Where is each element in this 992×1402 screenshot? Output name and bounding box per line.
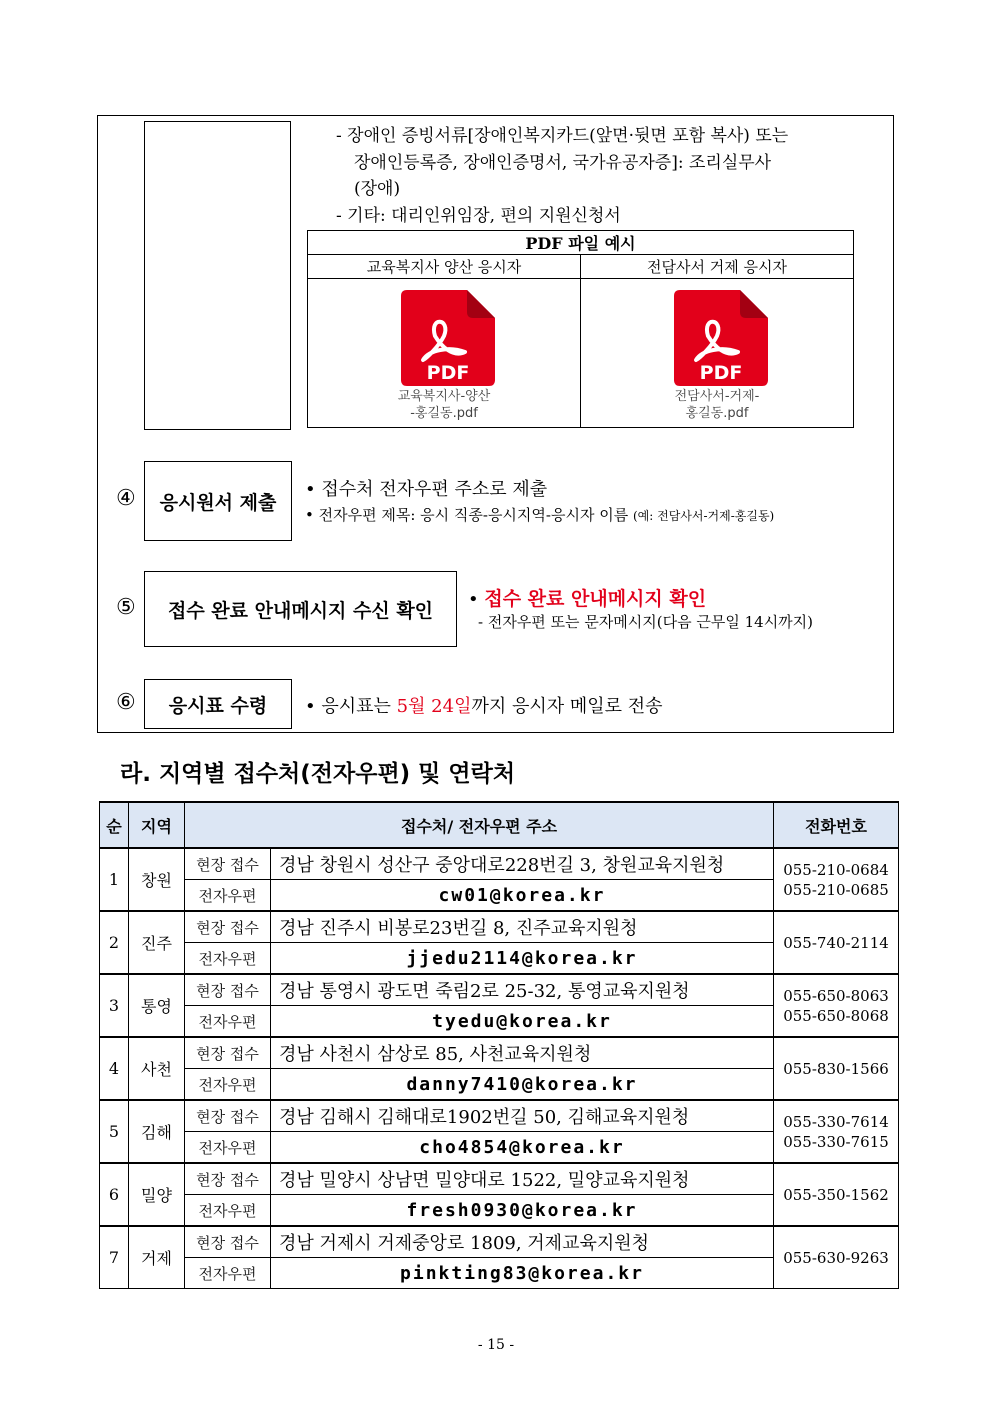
step-4-bullet-2-main: • 전자우편 제목: 응시 직종-응시지역-응시자 이름 [305, 506, 633, 524]
page-number: - 15 - [477, 1337, 515, 1353]
step-5-label-box [144, 571, 457, 647]
onsite-address: 경남 통영시 광도면 죽림2로 25-32, 통영교육지원청 [271, 974, 774, 1006]
phone-number: 055-830-1566 [783, 1059, 889, 1078]
table-row [100, 911, 899, 943]
onsite-address: 경남 밀양시 상남면 밀양대로 1522, 밀양교육지원청 [271, 1163, 774, 1195]
phone-cell [774, 1163, 899, 1226]
email-address: cw01@korea.kr [271, 880, 774, 912]
step-4-label-box [144, 461, 292, 541]
pdf-file-name-line: 교육복지사-양산 [397, 389, 491, 404]
onsite-label: 현장 접수 [185, 1163, 271, 1195]
pdf-example-right-cell [581, 279, 854, 428]
onsite-label: 현장 접수 [185, 1226, 271, 1258]
table-row [100, 1163, 899, 1195]
phone-cell [774, 911, 899, 974]
row-number: 6 [100, 1163, 129, 1226]
phone-number: 055-330-7615 [783, 1132, 889, 1151]
header-address: 접수처/ 전자우편 주소 [185, 802, 774, 848]
table-row [100, 974, 899, 1006]
pdf-example-left-cell [308, 279, 581, 428]
step-5-subtext: - 전자우편 또는 문자메시지(다음 근무일 14시까지) [478, 613, 814, 631]
pdf-file-icon [389, 288, 499, 388]
header-phone: 전화번호 [774, 802, 899, 848]
header-num: 순 [100, 802, 129, 848]
phone-number: 055-630-9263 [783, 1248, 889, 1267]
table-row [100, 848, 899, 880]
row-number: 1 [100, 848, 129, 911]
phone-cell [774, 1037, 899, 1100]
pdf-example-title: PDF 파일 예시 [308, 231, 854, 255]
step-4-number: ④ [116, 486, 136, 511]
pdf-file-name-line: -홍길동.pdf [410, 406, 478, 421]
phone-number: 055-210-0685 [783, 880, 889, 899]
document-line-2: 장애인등록증, 장애인증명서, 국가유공자증]: 조리실무사 [354, 153, 772, 173]
email-address: tyedu@korea.kr [271, 1006, 774, 1038]
row-number: 5 [100, 1100, 129, 1163]
step-6-text-before: • 응시표는 [305, 696, 397, 717]
onsite-address: 경남 사천시 삼상로 85, 사천교육지원청 [271, 1037, 774, 1069]
header-region: 지역 [129, 802, 185, 848]
pdf-example-right-header: 전담사서 거제 응시자 [581, 255, 854, 279]
step-6-label-box [144, 679, 292, 729]
pdf-example-left-header: 교육복지사 양산 응시자 [308, 255, 581, 279]
phone-number: 055-650-8068 [783, 1006, 889, 1025]
row-region: 거제 [129, 1226, 185, 1289]
step-5-bullet [468, 584, 706, 611]
onsite-address: 경남 김해시 김해대로1902번길 50, 김해교육지원청 [271, 1100, 774, 1132]
table-row [100, 1226, 899, 1258]
step-4-bullet-2 [305, 504, 774, 525]
email-address: jjedu2114@korea.kr [271, 943, 774, 975]
email-label: 전자우편 [185, 880, 271, 912]
phone-cell [774, 1226, 899, 1289]
step-6-number: ⑥ [116, 690, 136, 715]
step-4-label: 응시원서 제출 [159, 491, 277, 514]
phone-number: 055-650-8063 [783, 986, 889, 1005]
email-address: cho4854@korea.kr [271, 1132, 774, 1164]
row-number: 7 [100, 1226, 129, 1289]
phone-number: 055-330-7614 [783, 1112, 889, 1131]
pdf-example-table [307, 230, 854, 428]
email-address: fresh0930@korea.kr [271, 1195, 774, 1227]
document-line-3: (장애) [354, 179, 401, 199]
phone-cell [774, 1100, 899, 1163]
onsite-label: 현장 접수 [185, 911, 271, 943]
step-6-bullet [305, 692, 663, 718]
pdf-icon-label: PDF [426, 362, 470, 384]
step-5-highlight: 접수 완료 안내메시지 확인 [484, 588, 707, 610]
row-region: 김해 [129, 1100, 185, 1163]
row-region: 밀양 [129, 1163, 185, 1226]
step-4-bullet-2-example: (예: 전담사서-거제-홍길동) [632, 509, 775, 523]
step-5-label: 접수 완료 안내메시지 수신 확인 [167, 599, 434, 622]
table-header-row [100, 802, 899, 848]
pdf-file-name-line: 전담사서-거제- [674, 389, 760, 404]
step-5-number: ⑤ [116, 595, 136, 620]
phone-number: 055-740-2114 [783, 933, 889, 952]
section-heading: 라. 지역별 접수처(전자우편) 및 연락처 [120, 761, 516, 787]
step-6-deadline: 5월 24일 [396, 696, 472, 717]
email-label: 전자우편 [185, 1258, 271, 1289]
row-number: 4 [100, 1037, 129, 1100]
step-5-bullet-dot: • [468, 589, 485, 610]
onsite-label: 현장 접수 [185, 1100, 271, 1132]
onsite-address: 경남 진주시 비봉로23번길 8, 진주교육지원청 [271, 911, 774, 943]
phone-number: 055-350-1562 [783, 1185, 889, 1204]
email-address: pinkting83@korea.kr [271, 1258, 774, 1289]
contact-table-body [100, 848, 899, 1289]
email-label: 전자우편 [185, 1006, 271, 1038]
email-label: 전자우편 [185, 943, 271, 975]
contact-table [99, 801, 899, 1289]
phone-cell [774, 974, 899, 1037]
email-label: 전자우편 [185, 1069, 271, 1101]
email-address: danny7410@korea.kr [271, 1069, 774, 1101]
email-label: 전자우편 [185, 1132, 271, 1164]
empty-step-label-box [144, 121, 291, 430]
table-row [100, 1100, 899, 1132]
row-region: 진주 [129, 911, 185, 974]
row-region: 통영 [129, 974, 185, 1037]
onsite-label: 현장 접수 [185, 974, 271, 1006]
phone-number: 055-210-0684 [783, 860, 889, 879]
step-6-label: 응시표 수령 [168, 694, 268, 717]
step-6-text-after: 까지 응시자 메일로 전송 [471, 696, 663, 717]
pdf-file-name-line: 홍길동.pdf [685, 406, 749, 421]
document-line-1: - 장애인 증빙서류[장애인복지카드(앞면·뒷면 포함 복사) 또는 [336, 126, 789, 146]
onsite-address: 경남 거제시 거제중앙로 1809, 거제교육지원청 [271, 1226, 774, 1258]
row-region: 창원 [129, 848, 185, 911]
pdf-file-icon [662, 288, 772, 388]
email-label: 전자우편 [185, 1195, 271, 1227]
row-region: 사천 [129, 1037, 185, 1100]
document-line-4: - 기타: 대리인위임장, 편의 지원신청서 [336, 206, 621, 226]
row-number: 2 [100, 911, 129, 974]
step-4-bullet-1: • 접수처 전자우편 주소로 제출 [305, 479, 548, 500]
phone-cell [774, 848, 899, 911]
pdf-icon-label: PDF [699, 362, 743, 384]
onsite-label: 현장 접수 [185, 848, 271, 880]
row-number: 3 [100, 974, 129, 1037]
onsite-address: 경남 창원시 성산구 중앙대로228번길 3, 창원교육지원청 [271, 848, 774, 880]
table-row [100, 1037, 899, 1069]
onsite-label: 현장 접수 [185, 1037, 271, 1069]
